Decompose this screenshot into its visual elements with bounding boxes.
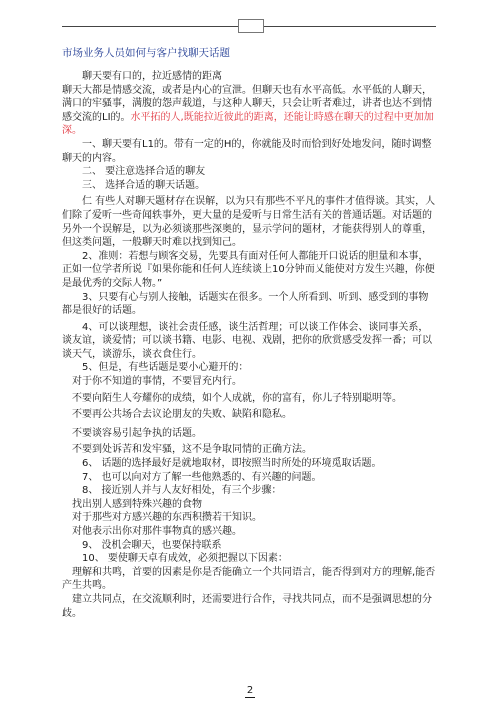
paragraph: 2、准则：若想与顾客交易，先要具有面对任何人都能开口说话的胆量和本事，正如一位学者所说『如果你能和任何人连续谈上10分钟而乂能使对方发生兴趣，你便是最优秀的交际人物。” bbox=[62, 250, 435, 289]
paragraph: 4、可以谈理想，谈社会责任感，谈生活哲理；可以谈工作体会、谈同事关系，谈友谊，谈爱情；可以谈书籍、电影、电视、戏剧，把你的欣赏感受发挥一番；可以谈天气，谈游乐，谈衣食住行。 bbox=[62, 321, 432, 360]
paragraph: 不要谈容易引起争执的话题。 bbox=[72, 427, 202, 439]
document-title: 市场业务人员如何与客户找聊天话题 bbox=[62, 47, 230, 59]
header-badge bbox=[238, 19, 264, 33]
highlighted-text: 水平拓的人,既能拉近彼此的距离，还能让時感在聊天的过程中更加加深。 bbox=[62, 111, 434, 137]
paragraph: 聊天要有口的，拉近感情的距离 bbox=[82, 71, 222, 82]
paragraph: 5、但是，有些话题是要小心避开的： bbox=[82, 362, 249, 374]
paragraph: 仁 有些人对聊天题材存在误解，以为只有那些不平凡的事件才值得谈。其实，人们除了爱听一些奇闻轶事外，更大量的是爱听与日常生活有关的普通话题。对话题的另外一个误解是，以为必须谈那些深奥的，显示学问的题材，才能获得别人的尊重，但这类问题，一般聊天时难以找到知己。 bbox=[62, 196, 436, 249]
paragraph: 三、 选择合适的聊天话题。 bbox=[82, 179, 206, 191]
paragraph: 理解和共鸣，首要的因素是你是否能确立一个共同语言，能否得到对方的理解,能否产生共鸣。 bbox=[62, 566, 436, 592]
paragraph: 二、 要注意选择合适的聊友 bbox=[82, 166, 206, 178]
paragraph: 一、聊天要有L1的。带有一定的H的，你就能及时而恰到好处地发问，随时调整聊天的内容。 bbox=[62, 138, 432, 164]
paragraph: 9、 没机会聊天，也要保持联系 bbox=[82, 539, 222, 551]
paragraph: 不要再公共场合去议论朋友的失败、缺陷和隐私。 bbox=[72, 409, 292, 421]
paragraph: 3、只要有心与别人接触，话题实在很多。一个人所看到、听到、感受到的事物都是很好的话题。 bbox=[62, 291, 429, 317]
paragraph: 7、 也可以向对方了解一些他熟悉的、有兴趣的问题。 bbox=[82, 471, 322, 483]
paragraph: 找出别人感到特殊兴趣的食物 bbox=[72, 498, 202, 510]
paragraph: 10、 要使聊天卓有成效，必须把握以下因素： bbox=[82, 553, 288, 565]
document-body bbox=[62, 70, 438, 620]
page-number: 2 bbox=[246, 685, 254, 696]
paragraph: 对于那些对方感兴趣的东西积攒若干知识。 bbox=[72, 512, 262, 524]
paragraph: 不要到处诉苦和发牢骚，这不是争取同情的正确方法。 bbox=[72, 444, 312, 456]
paragraph: 对他表示出你对那件事物真的感兴趣。 bbox=[72, 526, 242, 537]
page-footer bbox=[0, 678, 500, 698]
paragraph-text: 聊天大都是情感交流，或者是内心的宣泄。但聊天也有水平高低。水平低的人聊天，满口的牢骚事，满腹的怨声载道，与这种人聊天，只会让听者难过，讲者也达不到情感交流的LI的。 bbox=[62, 84, 432, 123]
paragraph bbox=[62, 84, 438, 138]
paragraph: 8、 接近别人并与人友好相处，有三个步骤： bbox=[82, 485, 282, 497]
paragraph: 建立共同点，在交流顺利时，还需要进行合作，寻找共同点，而不是强调思想的分歧。 bbox=[62, 593, 432, 619]
paragraph: 6、 话题的选择最好是就地取材，即按照当时所处的环境觅取话题。 bbox=[82, 458, 382, 470]
paragraph: 对于你不知道的事情，不要冒充内行。 bbox=[72, 376, 242, 388]
paragraph: 不要向陌生人夸耀你的成绩，如个人成就，你的富有，你儿子特别聪明等。 bbox=[72, 392, 402, 404]
